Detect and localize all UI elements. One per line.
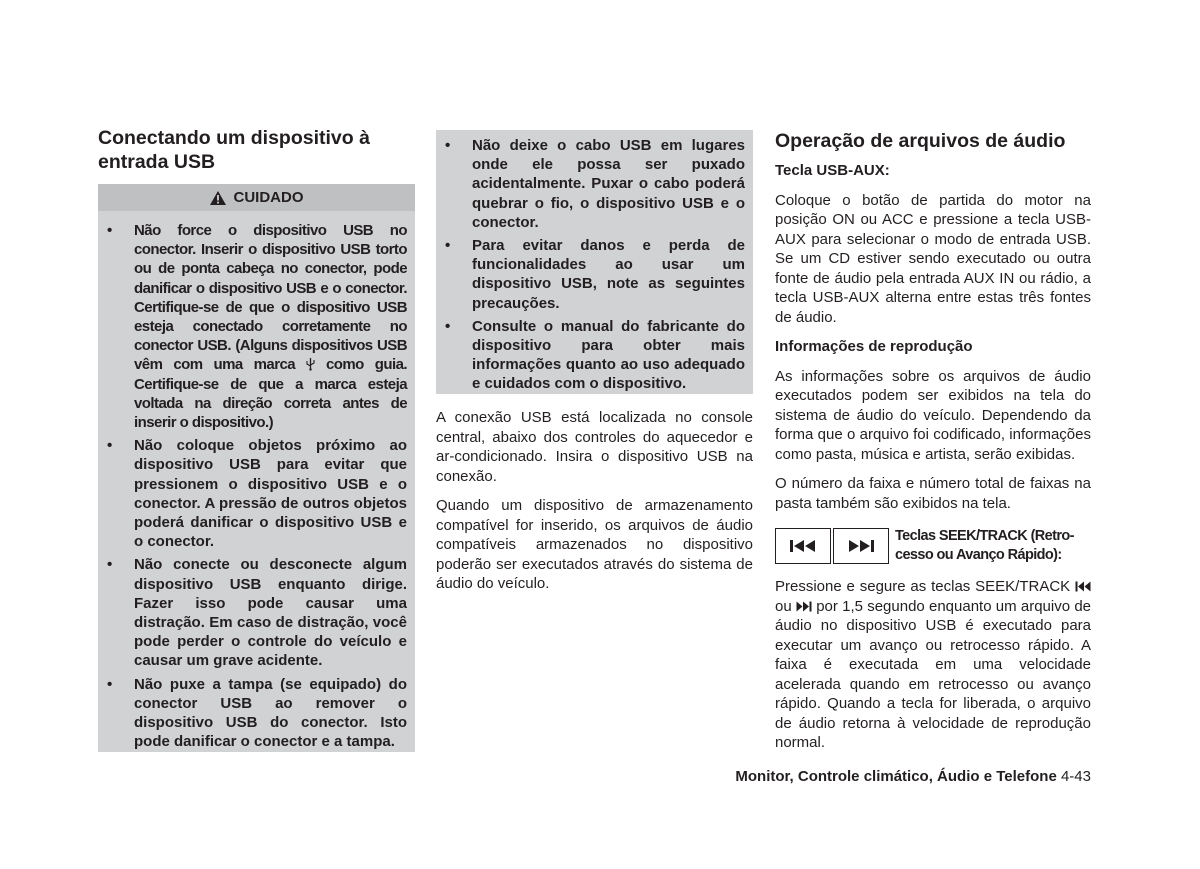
track-number-paragraph: O número da faixa e número total de faixas na pasta também são exibidos na tela. — [775, 475, 1091, 512]
caution-box-left — [98, 184, 415, 752]
caution-text-3: Não conecte ou desconecte algum dispositivo USB enquanto dirige. Fazer isso pode causar uma distração. Em caso de distração, você pode perder o controle do veículo e causar um grave acidente. — [134, 556, 407, 670]
caution-text-m1: Não deixe o cabo USB em lugares onde ele possa ser puxado acidentalmente. Puxar o cabo poderá quebrar o fio, o dispositivo USB e o conector. — [472, 137, 745, 231]
usb-trident-icon — [306, 357, 315, 371]
right-column — [775, 129, 1091, 753]
middle-column — [436, 130, 753, 594]
skip-forward-icon — [796, 601, 812, 612]
seek-text-a: Pressione e segure as teclas SEEK/TRACK — [775, 578, 1071, 595]
bullet: • — [445, 237, 451, 255]
list-item — [101, 436, 407, 551]
seek-label-line-2: cesso ou Avanço Rápido): — [895, 547, 1062, 563]
seek-track-row — [775, 527, 1091, 565]
bullet: • — [107, 675, 113, 693]
list-item — [101, 675, 407, 752]
bullet: • — [107, 556, 113, 574]
bullet: • — [107, 437, 113, 455]
caution-text-m2: Para evitar danos e perda de funcionalidades ao usar um dispositivo USB, note as seguintes precauções. — [472, 237, 745, 312]
usb-location-paragraph: A conexão USB está localizada no console central, abaixo dos controles do aquecedor e ar-condicionado. Insira o dispositivo USB na conexão. — [436, 409, 753, 485]
caution-header — [98, 184, 415, 211]
seek-label-line-1: Teclas SEEK/TRACK (Retro- — [895, 528, 1074, 544]
playback-info-paragraph: As informações sobre os arquivos de áudio executados podem ser exibidos na tela do sistema de áudio do veículo. Dependendo da forma que o arquivo foi codificado, informações como pasta, música e artista, serão exibidas. — [775, 367, 1091, 463]
left-column — [98, 126, 415, 752]
title-line-2: entrada USB — [98, 151, 216, 173]
caution-text-1a: Não force o dispositivo USB no conector. Inserir o dispositivo USB torto ou de ponta cabeça no conector, pode danificar o dispositivo USB e o conector. Certifique-se de que o dispositivo USB esteja conectado corretamente no conector USB. (Alguns dispositivos USB vêm com uma marca — [134, 222, 407, 374]
subheading-usb-aux: Tecla USB-AUX: — [775, 162, 890, 179]
skip-back-icon — [1075, 581, 1091, 592]
footer-section: Monitor, Controle climático, Áudio e Telefone — [735, 768, 1057, 785]
seek-forward-button-figure — [833, 528, 889, 564]
bullet: • — [445, 137, 451, 154]
seek-track-paragraph — [775, 577, 1091, 753]
seek-text-or: ou — [775, 597, 792, 615]
caution-list-left — [98, 211, 415, 751]
caution-list-middle — [436, 136, 753, 394]
page-footer — [600, 767, 1091, 787]
caution-label: CUIDADO — [233, 189, 304, 206]
list-item — [439, 317, 745, 394]
title-line-1: Conectando um dispositivo à — [98, 127, 370, 149]
list-item — [101, 221, 407, 432]
subheading-playback-info: Informações de reprodução — [775, 338, 973, 355]
bullet: • — [107, 222, 112, 239]
bullet: • — [445, 317, 451, 335]
usb-aux-paragraph: Coloque o botão de partida do motor na posição ON ou ACC e pressione a tecla USB-AUX para selecionar o modo de entrada USB. Se um CD estiver sendo executado ou outra fonte de áudio pela entrada AUX IN ou rádio, a tecla USB-AUX alterna entre estas três fontes de áudio. — [775, 191, 1091, 326]
caution-text-4: Não puxe a tampa (se equipado) do conector USB ao remover o dispositivo USB do conector. Isto pode danificar o conector e a tampa. — [134, 675, 407, 751]
seek-back-button-figure — [775, 528, 831, 564]
usb-storage-paragraph: Quando um dispositivo de armazenamento compatível for inserido, os arquivos de áudio compatíveis armazenados no dispositivo poderão ser executados através do sistema de áudio do veículo. — [436, 497, 753, 592]
section-title-audio: Operação de arquivos de áudio — [775, 130, 1066, 152]
caution-text-1b: como guia. Certifique-se de que a marca esteja voltada na direção correta antes de inserir o dispositivo.) — [134, 356, 407, 432]
skip-back-icon — [788, 539, 818, 553]
list-item — [439, 236, 745, 313]
skip-forward-icon — [846, 539, 876, 553]
warning-triangle-icon — [210, 191, 226, 205]
caution-text-m3: Consulte o manual do fabricante do dispositivo para obter mais informações quanto ao uso adequado e cuidados com o dispositivo. — [472, 317, 745, 393]
seek-track-label — [895, 527, 1074, 565]
caution-text-2: Não coloque objetos próximo ao dispositivo USB para evitar que pressionem o dispositivo USB e o conector. A pressão de outros objetos poderá danificar o dispositivo USB e o conector. — [134, 437, 407, 551]
section-title-usb — [98, 126, 415, 174]
list-item — [439, 136, 745, 232]
caution-box-middle — [436, 130, 753, 394]
seek-text-b: por 1,5 segundo enquanto um arquivo de áudio no dispositivo USB é executado para executar um avanço ou retrocesso rápido. A faixa é executada em uma velocidade acelerada quando em retrocesso ou avanço rápido. Quando a tecla for liberada, o arquivo de áudio retorna à velocidade de reprodução normal. — [775, 597, 1092, 751]
list-item — [101, 555, 407, 670]
page-number: 4-43 — [1060, 768, 1091, 785]
